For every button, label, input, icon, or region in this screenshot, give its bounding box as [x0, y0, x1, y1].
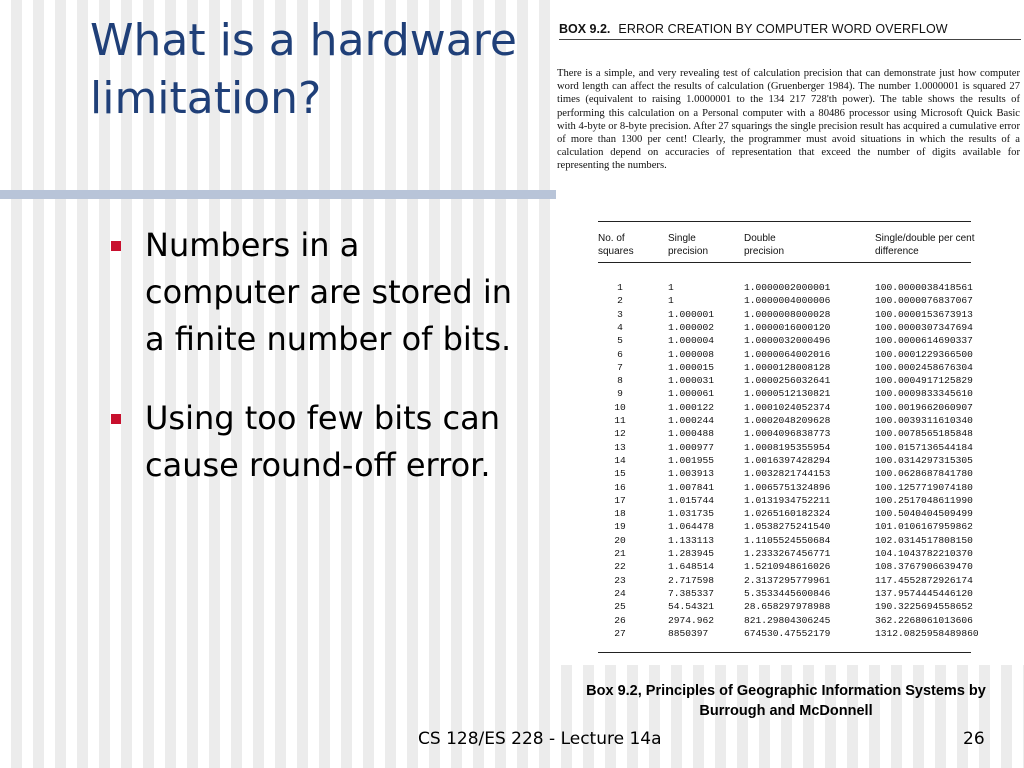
bullet-text: Using too few bits can cause round-off error. [145, 399, 500, 484]
table-cell: 7.385337 [668, 587, 715, 599]
table-cell: 17 [614, 494, 626, 506]
table-cell: 28.658297978988 [744, 601, 831, 613]
table-cell: 100.0009833345610 [875, 388, 973, 400]
table-cell: 1.000977 [668, 441, 715, 453]
table-bottom-rule [598, 652, 971, 653]
table-cell: 3 [617, 308, 623, 320]
table-cell: 1.0000256032641 [744, 375, 831, 387]
table-cell: 12 [614, 428, 626, 440]
square-bullet-icon [111, 241, 121, 251]
table-cell: 1.0000512130821 [744, 388, 831, 400]
table-header-difference: Single/double per cent difference [875, 233, 975, 257]
table-row [598, 574, 1018, 587]
scanned-book-box [556, 0, 1024, 665]
table-cell: 19 [614, 521, 626, 533]
table-cell: 102.0314517808150 [875, 534, 973, 546]
table-cell: 8 [617, 375, 623, 387]
table-cell: 1.000031 [668, 375, 715, 387]
table-row [598, 547, 1018, 560]
table-row [598, 321, 1018, 334]
table-cell: 100.0314297315305 [875, 454, 973, 466]
table-row [598, 441, 1018, 454]
table-cell: 1.000008 [668, 348, 715, 360]
table-row [598, 334, 1018, 347]
table-cell: 100.0000038418561 [875, 282, 973, 293]
table-cell: 23 [614, 574, 626, 586]
table-cell: 821.29804306245 [744, 614, 831, 626]
table-cell: 1.0000002000001 [744, 282, 831, 293]
table-row [598, 308, 1018, 321]
table-row [598, 414, 1018, 427]
table-cell: 4 [617, 321, 623, 333]
table-cell: 13 [614, 441, 626, 453]
table-row [598, 294, 1018, 307]
table-cell: 100.0078565185848 [875, 428, 973, 440]
table-cell: 1.001955 [668, 454, 715, 466]
table-cell: 100.0000614690337 [875, 335, 973, 347]
table-cell: 100.0000076837067 [875, 295, 973, 307]
table-row [598, 587, 1018, 600]
box-paragraph: There is a simple, and very revealing test of calculation precision that can demonstrate just how computer word length can affect the results of calculation (Gruenberger 1984). The number 1.0000001 is squared 27 times (equivalent to raising 1.0000001 to the 134 217 728'th power). The table shows the results of performing this calculation on a Personal computer with a 80486 processor using Microsoft Quick Basic with 4-byte or 8-byte precision. After 27 squarings the single precision result has acquired a cumulative error of more than 1300 per cent! Clearly, the programmer must avoid situations in which the results of a calculation depend on accuracies of representation that exceed the number of digits available for representing the numbers. [557, 68, 1020, 172]
slide-number: 26 [963, 729, 985, 749]
table-cell: 104.1043782210370 [875, 548, 973, 559]
table-cell: 117.4552872926174 [875, 574, 973, 586]
table-cell: 1.000015 [668, 361, 715, 373]
title-underline-bar [0, 190, 556, 199]
table-cell: 1.0538275241540 [744, 521, 831, 533]
table-row [598, 507, 1018, 520]
table-header-squares: No. of squares [598, 233, 634, 257]
table-cell: 100.0019662060907 [875, 401, 973, 413]
table-cell: 16 [614, 481, 626, 493]
table-row [598, 281, 1018, 294]
bullet-text: Numbers in a computer are stored in a finite number of bits. [145, 226, 513, 358]
table-cell: 1.0000128008128 [744, 361, 831, 373]
slide-title: What is a hardware limitation? [90, 15, 517, 124]
table-cell: 2974.962 [668, 614, 715, 626]
table-cell: 100.0628687841780 [875, 468, 973, 480]
table-cell: 1 [617, 282, 623, 293]
table-cell: 1.000244 [668, 415, 715, 426]
table-row [598, 600, 1018, 613]
table-header-double: Double precision [744, 233, 785, 257]
table-cell: 1.283945 [668, 548, 715, 559]
box-heading [559, 22, 948, 36]
table-cell: 20 [614, 534, 626, 546]
table-cell: 1.000488 [668, 428, 715, 440]
table-cell: 100.0001229366500 [875, 348, 973, 360]
table-top-rule [598, 221, 971, 222]
bullet-list [100, 222, 520, 521]
table-cell: 362.2268061013606 [875, 614, 973, 626]
table-row [598, 520, 1018, 533]
table-header-single: Single precision [668, 233, 709, 257]
table-cell: 1312.0825958489860 [875, 627, 979, 639]
table-cell: 1.0065751324896 [744, 481, 831, 493]
table-cell: 674530.47552179 [744, 627, 831, 639]
box-title: ERROR CREATION BY COMPUTER WORD OVERFLOW [618, 22, 948, 36]
table-cell: 2.717598 [668, 574, 715, 586]
table-cell: 1.000122 [668, 401, 715, 413]
table-cell: 100.2517048611990 [875, 494, 973, 506]
table-cell: 5.3533445600846 [744, 587, 831, 599]
square-bullet-icon [111, 414, 121, 424]
box-number: BOX 9.2. [559, 22, 611, 36]
table-row [598, 614, 1018, 627]
table-cell: 54.54321 [668, 601, 715, 613]
table-cell: 22 [614, 561, 626, 573]
table-cell: 108.3767906639470 [875, 561, 973, 573]
table-row [598, 534, 1018, 547]
table-cell: 1.1105524550684 [744, 534, 831, 546]
table-row [598, 374, 1018, 387]
table-row [598, 481, 1018, 494]
table-cell: 100.0000153673913 [875, 308, 973, 320]
table-cell: 1 [668, 282, 674, 293]
table-cell: 1 [668, 295, 674, 307]
table-cell: 1.0002048209628 [744, 415, 831, 426]
table-cell: 100.0002458676304 [875, 361, 973, 373]
table-row [598, 348, 1018, 361]
table-cell: 100.0157136544184 [875, 441, 973, 453]
table-cell: 11 [614, 415, 626, 426]
table-cell: 24 [614, 587, 626, 599]
table-cell: 1.0004096838773 [744, 428, 831, 440]
table-cell: 100.5040404509499 [875, 508, 973, 520]
table-header-rule [598, 262, 971, 263]
table-cell: 1.0001024052374 [744, 401, 831, 413]
table-cell: 1.000061 [668, 388, 715, 400]
table-row [598, 387, 1018, 400]
table-cell: 100.0004917125829 [875, 375, 973, 387]
table-cell: 190.3225694558652 [875, 601, 973, 613]
table-cell: 1.0000008000028 [744, 308, 831, 320]
table-row [598, 427, 1018, 440]
table-cell: 1.000001 [668, 308, 715, 320]
table-cell: 10 [614, 401, 626, 413]
table-cell: 18 [614, 508, 626, 520]
table-cell: 21 [614, 548, 626, 559]
table-cell: 1.0008195355954 [744, 441, 831, 453]
table-cell: 1.0016397428294 [744, 454, 831, 466]
table-cell: 1.0000064002016 [744, 348, 831, 360]
table-cell: 27 [614, 627, 626, 639]
table-cell: 1.003913 [668, 468, 715, 480]
table-row [598, 494, 1018, 507]
table-cell: 1.000004 [668, 335, 715, 347]
table-cell: 8850397 [668, 627, 709, 639]
table-cell: 9 [617, 388, 623, 400]
table-cell: 1.2333267456771 [744, 548, 831, 559]
table-row [598, 454, 1018, 467]
figure-caption: Box 9.2, Principles of Geographic Information Systems by Burrough and McDonnell [586, 683, 986, 719]
box-heading-rule [559, 39, 1021, 40]
table-cell: 1.0000004000006 [744, 295, 831, 307]
table-cell: 1.000002 [668, 321, 715, 333]
table-cell: 1.5210948616026 [744, 561, 831, 573]
table-row [598, 361, 1018, 374]
bullet-item [100, 395, 520, 489]
bullet-item [100, 222, 520, 363]
table-cell: 1.0131934752211 [744, 494, 831, 506]
table-cell: 1.0265160182324 [744, 508, 831, 520]
table-cell: 1.0032821744153 [744, 468, 831, 480]
table-cell: 1.015744 [668, 494, 715, 506]
table-cell: 1.007841 [668, 481, 715, 493]
table-cell: 1.0000016000120 [744, 321, 831, 333]
table-cell: 101.0106167959862 [875, 521, 973, 533]
table-cell: 6 [617, 348, 623, 360]
table-cell: 1.031735 [668, 508, 715, 520]
table-cell: 25 [614, 601, 626, 613]
table-cell: 1.0000032000496 [744, 335, 831, 347]
table-cell: 15 [614, 468, 626, 480]
footer-course: CS 128/ES 228 - Lecture 14a [418, 729, 662, 749]
table-cell: 1.648514 [668, 561, 715, 573]
table-cell: 2.3137295779961 [744, 574, 831, 586]
table-cell: 100.1257719074180 [875, 481, 973, 493]
table-cell: 100.0000307347694 [875, 321, 973, 333]
table-cell: 100.0039311610340 [875, 415, 973, 426]
table-cell: 2 [617, 295, 623, 307]
table-cell: 26 [614, 614, 626, 626]
table-cell: 5 [617, 335, 623, 347]
table-row [598, 627, 1018, 640]
table-cell: 7 [617, 361, 623, 373]
table-row [598, 560, 1018, 573]
table-cell: 137.9574445446120 [875, 587, 973, 599]
table-cell: 14 [614, 454, 626, 466]
table-cell: 1.133113 [668, 534, 715, 546]
table-row [598, 401, 1018, 414]
table-cell: 1.064478 [668, 521, 715, 533]
table-row [598, 467, 1018, 480]
